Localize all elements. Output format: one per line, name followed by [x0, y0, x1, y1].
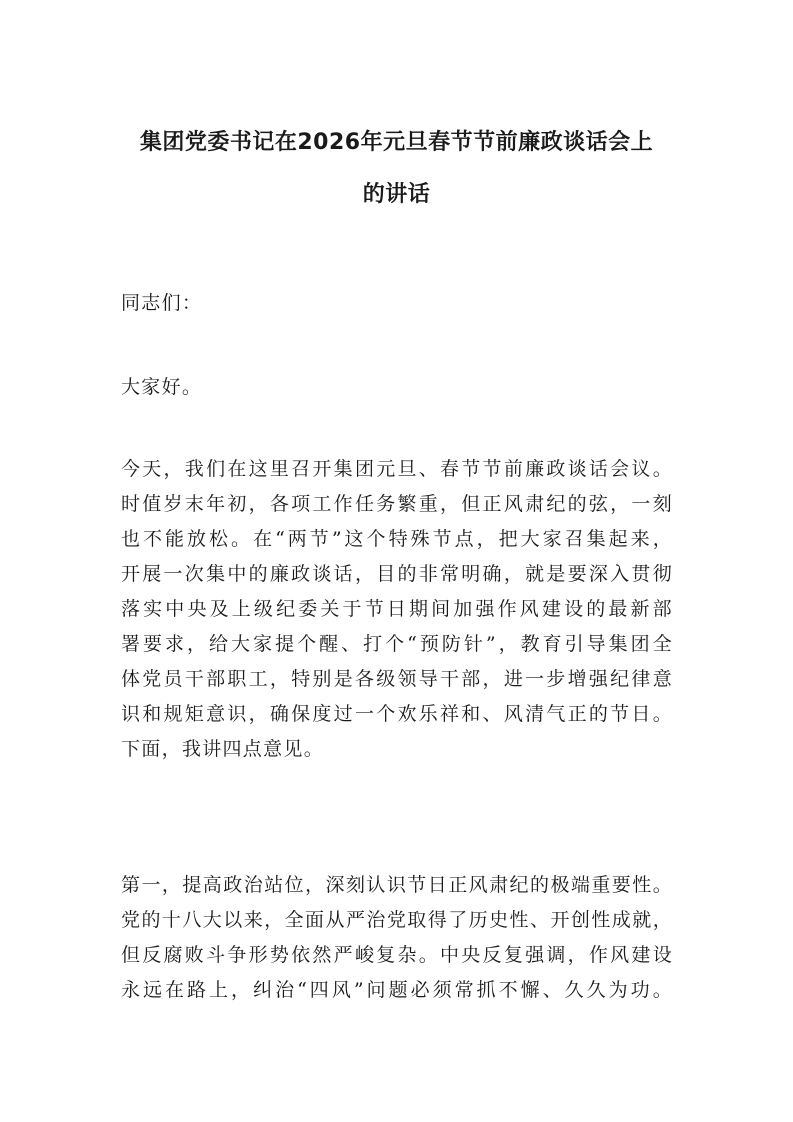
- paragraph-line: 党的十八大以来，全面从严治党取得了历史性、开创性成就，: [121, 909, 673, 931]
- paragraph-line: 永远在路上，纠治“四风”问题必须常抓不懈、久久为功。: [121, 979, 673, 1001]
- paragraph-line: 但反腐败斗争形势依然严峻复杂。中央反复强调，作风建设: [121, 944, 673, 966]
- paragraph-line: 署要求，给大家提个醒、打个“预防针”，教育引导集团全: [121, 633, 673, 655]
- paragraph-point-one: [121, 868, 673, 1008]
- paragraph-line: 也不能放松。在“两节”这个特殊节点，把大家召集起来，: [121, 528, 673, 550]
- paragraph-intro: [121, 452, 673, 767]
- paragraph-line: 体党员干部职工，特别是各级领导干部，进一步增强纪律意: [121, 668, 673, 690]
- greeting: 大家好。: [121, 376, 203, 398]
- document-title-line-1: 集团党委书记在2026年元旦春节节前廉政谈话会上: [139, 130, 654, 155]
- paragraph-line: 落实中央及上级纪委关于节日期间加强作风建设的最新部: [121, 598, 673, 620]
- document-title-line-2: 的讲话: [362, 182, 431, 207]
- paragraph-line: 识和规矩意识，确保度过一个欢乐祥和、风清气正的节日。: [121, 703, 673, 725]
- paragraph-line: 时值岁末年初，各项工作任务繁重，但正风肃纪的弦，一刻: [121, 493, 673, 515]
- paragraph-line: 开展一次集中的廉政谈话，目的非常明确，就是要深入贯彻: [121, 563, 673, 585]
- paragraph-line: 第一，提高政治站位，深刻认识节日正风肃纪的极端重要性。: [121, 874, 673, 896]
- salutation: 同志们：: [121, 292, 203, 314]
- paragraph-line: 今天，我们在这里召开集团元旦、春节节前廉政谈话会议。: [121, 458, 673, 480]
- paragraph-line: 下面，我讲四点意见。: [121, 738, 325, 760]
